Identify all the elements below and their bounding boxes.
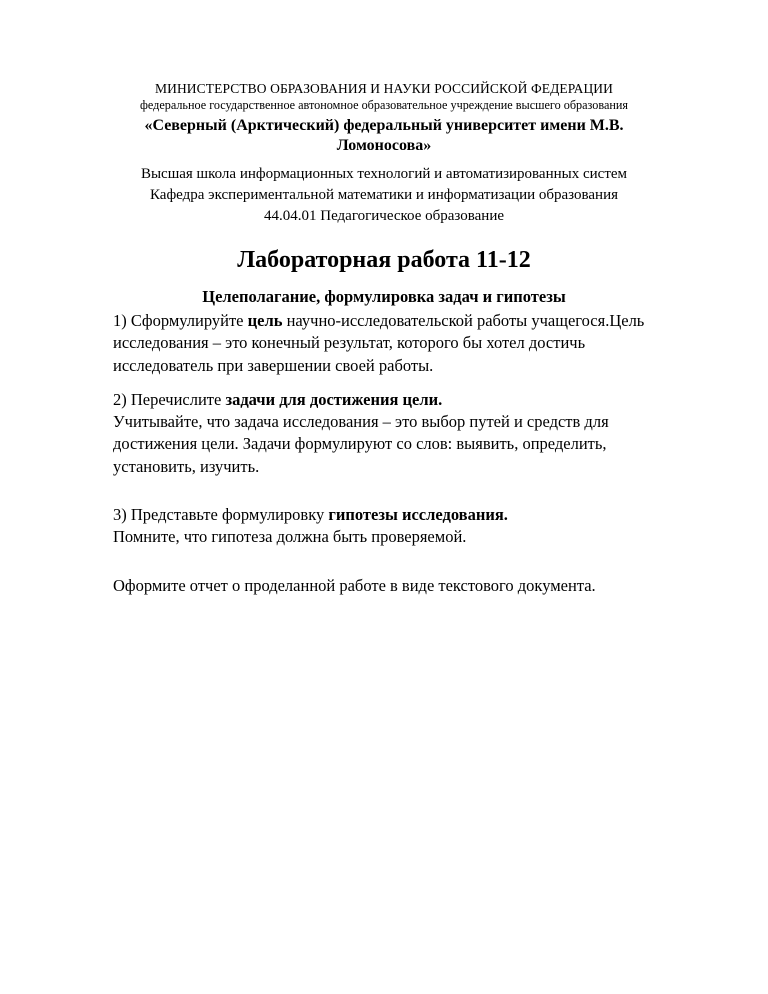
school-line: Высшая школа информационных технологий и автоматизированных систем bbox=[140, 166, 628, 182]
paragraph-spacer bbox=[113, 478, 658, 504]
organization-header bbox=[96, 80, 672, 156]
task-item-1 bbox=[113, 310, 658, 377]
paragraph-spacer bbox=[113, 549, 658, 575]
legal-form-line: федеральное государственное автономное образовательное учреждение высшего образования bbox=[139, 98, 629, 112]
paragraph-spacer bbox=[113, 377, 658, 389]
ministry-line: МИНИСТЕРСТВО ОБРАЗОВАНИЯ И НАУКИ РОССИЙСКОЙ ФЕДЕРАЦИИ bbox=[155, 81, 613, 96]
closing-instruction: Оформите отчет о проделанной работе в виде текстового документа. bbox=[113, 575, 596, 595]
department-line: Кафедра экспериментальной математики и информатизации образования bbox=[149, 187, 619, 203]
task-item-3 bbox=[113, 504, 658, 549]
task-1-lead: 1) Сформулируйте bbox=[113, 311, 248, 330]
university-name: «Северный (Арктический) федеральный университет имени М.В. Ломоносова» bbox=[144, 117, 624, 154]
task-3-body: Помните, что гипотеза должна быть проверяемой. bbox=[113, 527, 467, 547]
document-body bbox=[113, 310, 658, 597]
program-line: 44.04.01 Педагогическое образование bbox=[263, 208, 505, 224]
task-item-2 bbox=[113, 389, 658, 478]
task-2-lead: 2) Перечислите bbox=[113, 389, 226, 409]
document-subtitle: Целеполагание, формулировка задач и гипотезы bbox=[202, 286, 566, 306]
document-title: Лабораторная работа 11-12 bbox=[237, 247, 531, 274]
task-3-lead: 3) Представьте формулировку bbox=[113, 505, 329, 525]
task-1-emphasis: цель bbox=[247, 311, 283, 330]
task-2-emphasis: задачи для достижения цели. bbox=[225, 389, 443, 409]
faculty-block bbox=[96, 164, 672, 227]
task-2-body: Учитывайте, что задача исследования – это выбор путей и средств для достижения цели. Задачи формулируют со слов: выявить, определить, установить, изучить. bbox=[113, 412, 609, 476]
task-1-tail: научно-исследовательской работы учащегося.Цель исследования – это конечный результат, которого бы хотел достичь исследователь при завершении своей работы. bbox=[113, 311, 645, 375]
task-3-emphasis: гипотезы исследования. bbox=[328, 505, 508, 525]
